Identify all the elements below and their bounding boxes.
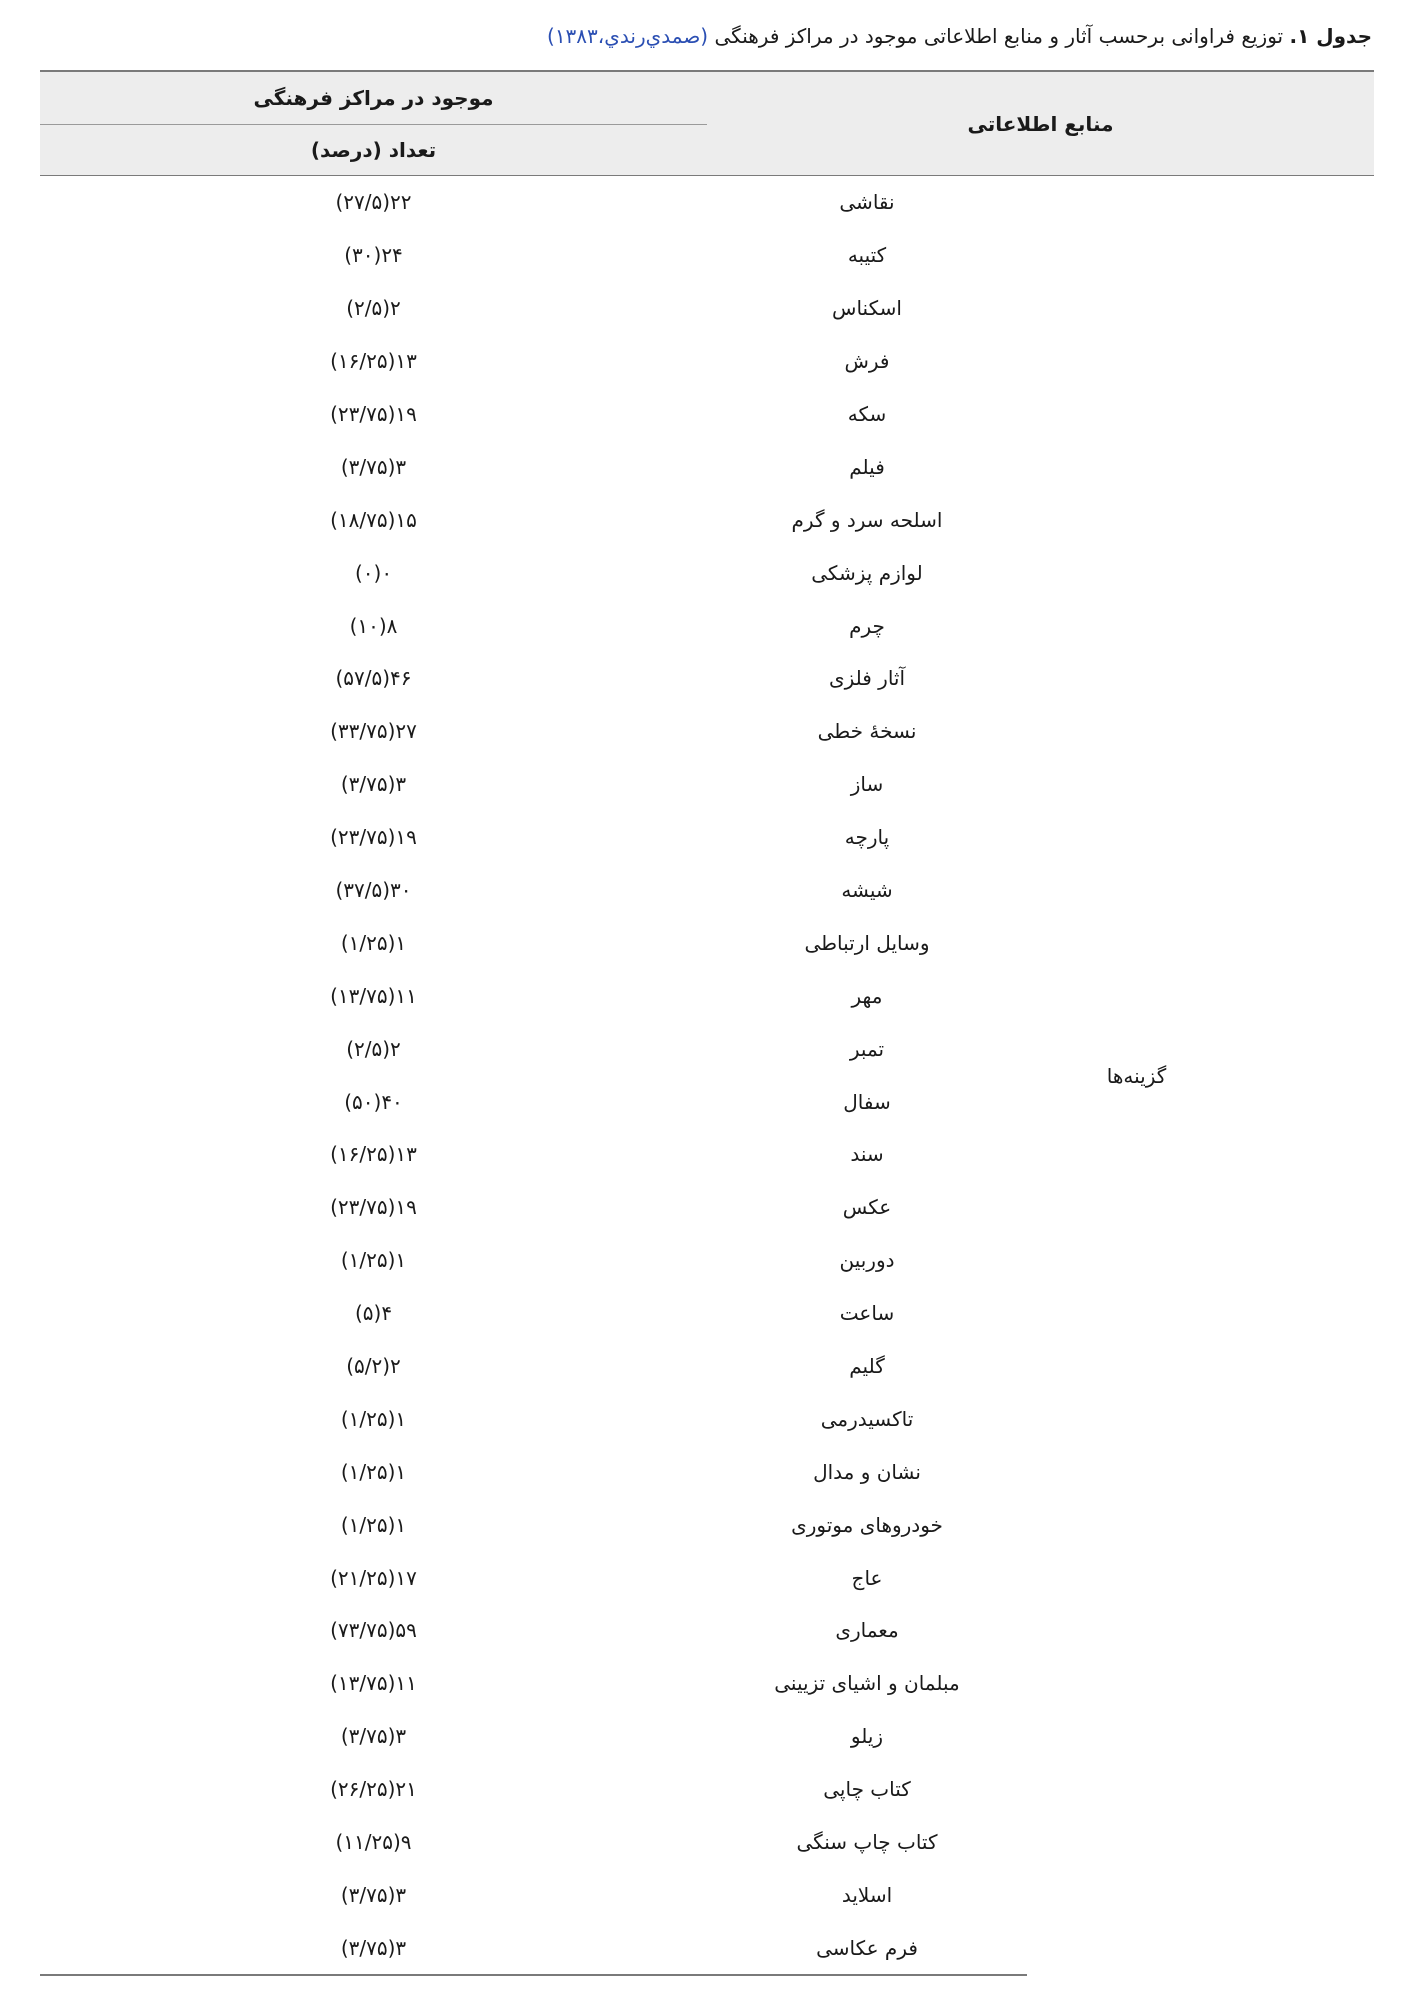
count-percent-cell: ۴۶(۵۷/۵) — [335, 666, 412, 691]
source-item-cell: آثار فلزی — [828, 666, 906, 691]
count-percent-cell: ۹(۱۱/۲۵) — [335, 1830, 412, 1855]
source-item-cell: ساعت — [839, 1301, 895, 1326]
count-percent-cell: ۲۷(۳۳/۷۵) — [330, 719, 417, 744]
source-item-cell: تاکسیدرمی — [820, 1406, 914, 1431]
count-percent-cell: ۲(۲/۵) — [346, 1036, 401, 1061]
count-percent-cell: ۳(۳/۷۵) — [340, 1724, 407, 1749]
table-header — [40, 71, 1374, 176]
source-item-cell: معماری — [835, 1618, 899, 1643]
source-item-cell: کتاب چاپی — [823, 1777, 911, 1802]
source-item-cell: اسلحه سرد و گرم — [791, 507, 943, 532]
caption-text: توزیع فراوانی برحسب آثار و منابع اطلاعاتی موجود در مراکز فرهنگی — [708, 24, 1290, 48]
count-percent-cell: ۱(۱/۲۵) — [340, 1459, 407, 1484]
count-percent-cell: ۱(۱/۲۵) — [340, 930, 407, 955]
source-item-cell: گلیم — [849, 1354, 885, 1379]
source-item-cell: سفال — [843, 1089, 891, 1114]
source-item-cell: سکه — [847, 402, 887, 426]
source-item-cell: فیلم — [849, 454, 885, 479]
source-item-cell: وسایل ارتباطی — [804, 930, 930, 955]
source-item-cell: لوازم پزشکی — [811, 560, 923, 585]
count-percent-cell: ۱۱(۱۳/۷۵) — [330, 983, 417, 1008]
source-item-cell: ساز — [850, 772, 884, 797]
source-item-cell: عکس — [842, 1195, 892, 1220]
source-item-cell: خودروهای موتوری — [791, 1512, 943, 1537]
source-item-cell: سند — [850, 1142, 884, 1167]
group-label-cell: گزینه‌ها — [1106, 1063, 1167, 1088]
count-percent-cell: ۱۱(۱۳/۷۵) — [330, 1671, 417, 1696]
table-row — [40, 176, 1374, 229]
frequency-table — [40, 70, 1374, 1976]
source-item-cell: نقاشی — [839, 190, 895, 215]
count-percent-cell: ۳(۳/۷۵) — [340, 772, 407, 797]
caption-citation-link[interactable]: (صمدي‌رندي،۱۳۸۳) — [547, 24, 709, 48]
source-item-cell: چرم — [849, 613, 885, 638]
count-percent-cell: ۱۹(۲۳/۷۵) — [330, 402, 417, 426]
source-item-cell: کتاب چاپ سنگی — [796, 1830, 938, 1855]
source-item-cell: اسکناس — [832, 296, 902, 321]
count-percent-cell: ۱۳(۱۶/۲۵) — [330, 349, 417, 374]
count-percent-cell: ۱۵(۱۸/۷۵) — [330, 507, 417, 532]
count-percent-cell: ۵۹(۷۳/۷۵) — [330, 1618, 417, 1643]
table-caption — [35, 18, 1372, 54]
source-item-cell: پارچه — [844, 825, 890, 850]
count-percent-cell: ۲۲(۲۷/۵) — [335, 190, 412, 215]
count-percent-cell: ۸(۱۰) — [349, 613, 398, 638]
source-item-cell: عاج — [851, 1565, 883, 1590]
header-sources: منابع اطلاعاتی — [707, 71, 1374, 176]
source-item-cell: کتیبه — [847, 243, 887, 268]
count-percent-cell: ۳(۳/۷۵) — [340, 454, 407, 479]
count-percent-cell: ۱۷(۲۱/۲۵) — [330, 1565, 417, 1590]
count-percent-cell: ۳(۳/۷۵) — [40, 1921, 707, 1975]
source-item-cell: فرش — [844, 349, 890, 374]
source-item-cell: دوربین — [839, 1248, 895, 1273]
source-item-cell: نسخهٔ خطی — [817, 719, 917, 744]
source-item-cell: زیلو — [850, 1724, 884, 1749]
count-percent-cell: ۲(۲/۵) — [346, 296, 401, 321]
count-percent-cell: ۳۰(۳۷/۵) — [335, 878, 412, 903]
source-item-cell: فرم عکاسی — [707, 1921, 1027, 1975]
header-count: تعداد (درصد) — [40, 125, 707, 176]
count-percent-cell: ۳(۳/۷۵) — [340, 1882, 407, 1907]
count-percent-cell: ۲۱(۲۶/۲۵) — [330, 1777, 417, 1802]
count-percent-cell: ۱۹(۲۳/۷۵) — [330, 1195, 417, 1220]
count-percent-cell: ۱(۱/۲۵) — [340, 1406, 407, 1431]
source-item-cell: اسلاید — [841, 1882, 893, 1907]
caption-label: جدول ۱. — [1289, 24, 1372, 48]
count-percent-cell: ۴۰(۵۰) — [344, 1089, 403, 1114]
source-item-cell: مهر — [851, 983, 883, 1008]
count-percent-cell: ۱۳(۱۶/۲۵) — [330, 1142, 417, 1167]
count-percent-cell: ۱(۱/۲۵) — [340, 1512, 407, 1537]
source-item-cell: شیشه — [841, 878, 893, 903]
source-item-cell: تمبر — [849, 1036, 885, 1061]
header-available: موجود در مراکز فرهنگی — [40, 71, 707, 125]
count-percent-cell: ۲۴(۳۰) — [344, 243, 403, 268]
frequency-table-container — [40, 70, 1374, 1976]
count-percent-cell: ۴(۵) — [354, 1301, 393, 1326]
count-percent-cell: ۱(۱/۲۵) — [340, 1248, 407, 1273]
count-percent-cell: ۲(۵/۲) — [346, 1354, 401, 1379]
table-body — [40, 176, 1374, 1976]
source-item-cell: نشان و مدال — [813, 1459, 921, 1484]
source-item-cell: مبلمان و اشیای تزیینی — [774, 1671, 960, 1696]
count-percent-cell: ۱۹(۲۳/۷۵) — [330, 825, 417, 850]
count-percent-cell: ۰(۰) — [354, 560, 393, 585]
